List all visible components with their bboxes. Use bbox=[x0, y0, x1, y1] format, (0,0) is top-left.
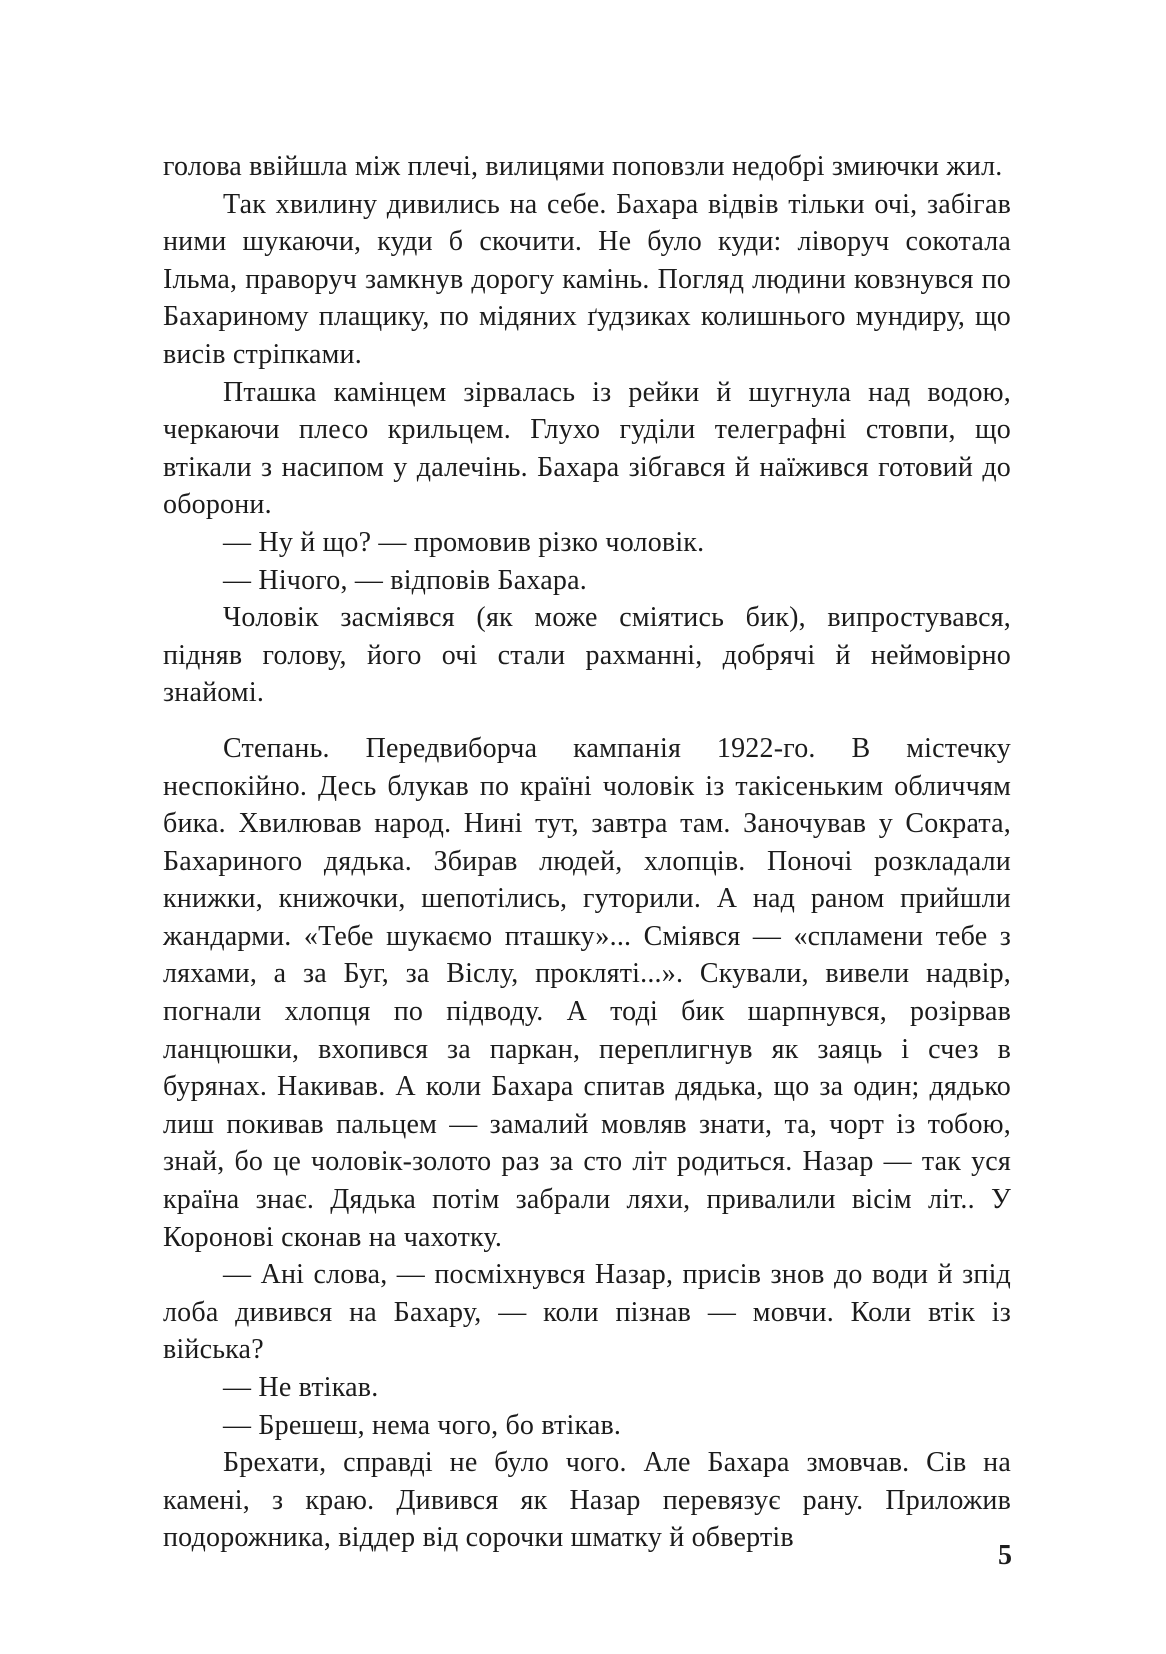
paragraph: — Ані слова, — посміхнувся Назар, присів знов до води й зпід лоба дивився на Бахару, — коли пізнав — мовчи. Коли втік із війська? bbox=[163, 1259, 1011, 1366]
paragraph: Так хвилину дивились на себе. Бахара відвів тільки очі, забігав ними шукаючи, куди б скочити. Не було куди: ліворуч сокотала Ільма, праворуч замкнув дорогу камінь. Погляд людини ковзнувся по Бахариному плащику, по мідяних ґудзиках колишнього мундиру, що висів стріпками. bbox=[163, 188, 1011, 370]
body-text bbox=[163, 148, 1011, 1557]
paragraph: — Не втікав. bbox=[223, 1372, 379, 1403]
paragraph: Брехати, справді не було чого. Але Бахара змовчав. Сів на камені, з краю. Дивився як Назар перевязує рану. Приложив подорожника, віддер від сорочки шматку й обвертів bbox=[163, 1447, 1011, 1554]
page-number: 5 bbox=[998, 1540, 1012, 1571]
paragraph: голова ввійшла між плечі, вилицями поповзли недобрі змиючки жил. bbox=[163, 151, 1003, 182]
paragraph: Степань. Передвиборча кампанія 1922-го. В містечку неспокійно. Десь блукав по країні чоловік із такісеньким обличчям бика. Хвилював народ. Нині тут, завтра там. Заночував у Сократа, Бахариного дядька. Збирав людей, хлопців. Поночі розкладали книжки, книжочки, шепотілись, гуторили. А над раном прийшли жандарми. «Тебе шукаємо пташку»... Сміявся — «спламени тебе з ляхами, а за Буг, за Віслу, проклятi...». Скували, вивели надвір, погнали хлопця по підводу. А тоді бик шарпнувся, розірвав ланцюшки, вхопився за паркан, переплигнув як заяць і счез в бурянах. Накивав. А коли Бахара спитав дядька, що за один; дядько лиш покивав пальцем — замалий мовляв знати, та, чорт із тобою, знай, бо це чоловік-золото раз за сто літ родиться. Назар — так уся країна знає. Дядька потім забрали ляхи, привалили вісім літ.. У Коронові сконав на чахотку. bbox=[163, 732, 1011, 1253]
paragraph: — Ну й що? — промовив різко чоловік. bbox=[223, 526, 705, 558]
paragraph: — Брешеш, нема чого, бо втікав. bbox=[223, 1409, 622, 1441]
paragraph: — Нічого, — відповів Бахара. bbox=[223, 564, 587, 596]
paragraph: Чоловік засміявся (як може сміятись бик), випростувався, підняв голову, його очі стали рахманні, добрячі й неймовірно знайомі. bbox=[163, 602, 1011, 709]
paragraph: Пташка камінцем зірвалась із рейки й шугнула над водою, черкаючи плесо крильцем. Глухо гуділи телеграфні стовпи, що втікали з насипом у далечінь. Бахара зібгався й наїжився готовий до оборони. bbox=[163, 376, 1011, 521]
